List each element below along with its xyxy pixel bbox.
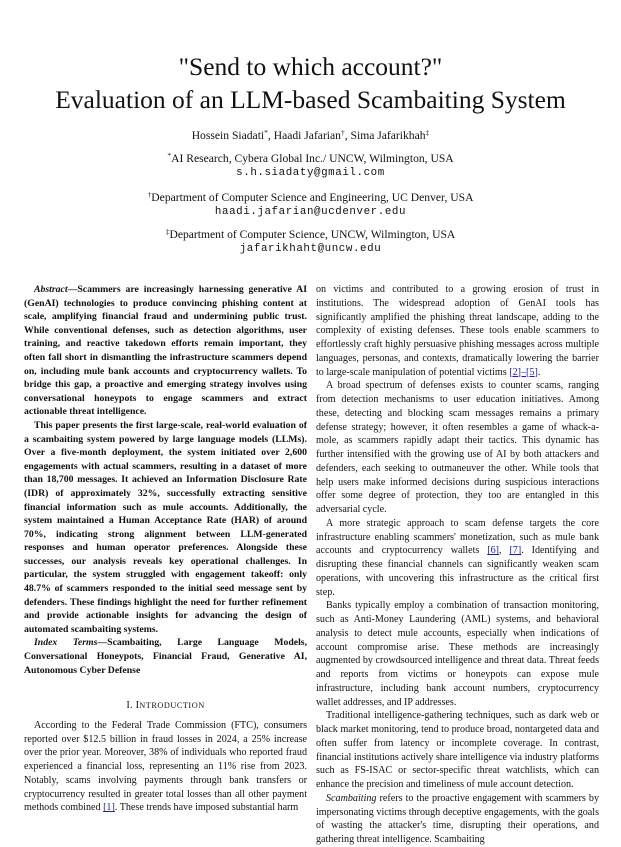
affiliation-mark: *	[167, 151, 172, 160]
body-paragraph	[316, 792, 599, 847]
left-column	[24, 283, 307, 815]
section-title-initial: I	[135, 700, 140, 712]
body-paragraph-continued	[316, 283, 599, 379]
abstract	[24, 283, 307, 677]
term-scambaiting: Scambaiting	[326, 792, 377, 804]
right-column	[316, 283, 599, 847]
body-text-continued: on victims and contributed to a growing erosion of trust in institutions. The widespread adoption of GenAI tools has significantly amplified the phishing threat landscape, adding to the complexity of existing defenses. These tools enable scammers to effortlessly craft highly persuasive phishing messages across multiple languages, personas, and contexts, dramatically lowering the barrier to large-scale manipulation of potential victims	[316, 284, 599, 378]
section-heading-introduction	[24, 699, 307, 713]
body-text: A broad spectrum of defenses exists to counter scams, ranging from detection mechanisms to user education initiatives. Among these, detecting and blocking scam messages remains a primary defense strategy; however, it often resembles a game of whack-a-mole, as scammers rapidly adapt their tactics. This dynamic has further intensified with the growing use of AI by both attackers and defenders, each seeking to outmaneuver the other. While tools that help users make informed decisions during suspicious interactions offer some degree of protection, they too are entangled in this adversarial cycle.	[316, 380, 599, 515]
abstract-label: Abstract	[34, 284, 68, 295]
abstract-paragraph: This paper presents the first large-scale, real-world evaluation of a scambaiting system powered by large language models (LLMs). Over a five-month deployment, the system initiated over 2,600 engagements with actual scammers, resulting in a dataset of more than 18,700 messages. It achieved an Information Disclosure Rate (IDR) of approximately 32%, successfully extracting sensitive financial information such as mule accounts. Additionally, the system maintained a Human Acceptance Rate (HAR) of around 70%, indicating strong alignment between LLM-generated responses and human operator preferences. Alongside these successes, our analysis reveals key operational challenges. In particular, the system struggled with engagement takeoff: only 48.7% of scammers responded to the initial seed message sent by defenders. These findings highlight the need for further refinement and provide actionable insights for advancing the design of automated scambaiting systems.	[24, 419, 307, 635]
author-name: Hossein Siadati	[191, 129, 265, 142]
title-line-1: "Send to which account?"	[178, 52, 443, 81]
paper-title	[0, 50, 621, 116]
author-mark: *	[264, 128, 268, 137]
body-paragraph	[316, 709, 599, 792]
index-terms-label: Index Terms	[34, 637, 98, 649]
author-email[interactable]: s.h.siadaty@gmail.com	[236, 167, 385, 179]
title-line-2: Evaluation of an LLM-based Scambaiting System	[55, 85, 566, 114]
body-text: . Identifying and disrupting these financial channels can significantly weaken scam operations, with uncovering this infrastructure as the critical first step.	[316, 545, 599, 598]
abstract-paragraph	[24, 283, 307, 419]
section-number: I.	[126, 700, 133, 712]
body-text: . These trends have imposed substantial harm	[114, 802, 299, 814]
citation-link[interactable]: [6]	[487, 545, 499, 557]
citation-link[interactable]: [7]	[509, 545, 522, 557]
body-text: According to the Federal Trade Commission (FTC), consumers reported over $12.5 billion in fraud losses in 2024, a 25% increase over the prior year. Moreover, 38% of individuals who reported fraud experienced a financial loss, representing an 11% rise from 2023. Notably, scams involving payments through bank transfers or cryptocurrency resulted in greater total losses than all other payment methods combined	[24, 719, 307, 814]
body-paragraph	[24, 719, 307, 815]
affiliation-mark: †	[147, 190, 152, 199]
affiliation-text: Department of Computer Science, UNCW, Wilmington, USA	[169, 228, 456, 241]
author-name: Sima Jafarikhah	[350, 129, 426, 142]
section-title-rest: NTRODUCTION	[139, 701, 205, 711]
affiliation-text: AI Research, Cybera Global Inc./ UNCW, Wilmington, USA	[171, 152, 454, 165]
author-email[interactable]: jafarikhaht@uncw.edu	[239, 243, 382, 255]
author-mark: ‡	[425, 128, 430, 137]
affiliation-text: Department of Computer Science and Engineering, UC Denver, USA	[151, 191, 474, 204]
author-name: Haadi Jafarian	[273, 129, 341, 142]
affiliation	[0, 152, 621, 166]
body-paragraph	[316, 517, 599, 600]
body-text: .	[537, 366, 541, 378]
affiliation-mark: ‡	[165, 227, 170, 236]
index-terms-text: —Scambaiting, Large Language Models, Conversational Honeypots, Financial Fraud, Generative AI, Autonomous Cyber Defense	[24, 637, 308, 676]
affiliation	[0, 191, 621, 205]
index-terms	[24, 636, 307, 677]
author-list: Hossein Siadati*, Haadi Jafarian†, Sima Jafarikhah‡	[191, 128, 430, 142]
citation-link[interactable]: [1]	[103, 802, 115, 814]
body-text: ,	[499, 545, 510, 557]
affiliation	[0, 228, 621, 242]
citation-link[interactable]: [2]–[5]	[509, 366, 538, 378]
author-mark: †	[340, 128, 345, 137]
body-text: Traditional intelligence-gathering techniques, such as dark web or black market monitoring, tend to produce broad, nontargeted data and often suffer from latency or incomplete coverage. In contrast, financial institutions actively share intelligence via industry platforms such as FS-ISAC or sector-specific threat watchlists, which can enhance the precision and timeliness of mule account detection.	[316, 710, 599, 790]
body-text: A more strategic approach to scam defense targets the core infrastructure enabling scammers' monetization, such as mule bank accounts and cryptocurrency wallets	[316, 517, 599, 557]
body-text: refers to the proactive engagement with scammers by impersonating victims through deceptive engagements, with the goals of wasting the attacker's time, disrupting their operations, and gathering threat intelligence. Scambaiting	[316, 792, 599, 845]
abstract-text: —Scammers are increasingly harnessing generative AI (GenAI) technologies to produce convincing phishing content at scale, amplifying financial fraud and undermining public trust. While conventional defenses, such as detection algorithms, user training, and reactive takedown efforts remain important, they often fall short in dismantling the infrastructure scammers depend on, including mule bank accounts and cryptocurrency wallets. To bridge this gap, a proactive and emerging strategy involves using conversational honeypots to engage scammers and extract actionable threat intelligence.	[24, 284, 307, 418]
body-text: Banks typically employ a combination of transaction monitoring, such as Anti-Money Laundering (AML) systems, and behavioral analysis to detect mule accounts, especially when indications of account compromise arise. These methods are increasingly augmented by crowdsourced intelligence and threat data. Threat feeds and reports from victims or honeypots can expose mule infrastructure, including bank account numbers, cryptocurrency wallet addresses, and IP addresses.	[316, 600, 599, 708]
body-paragraph	[316, 599, 599, 709]
body-paragraph	[316, 379, 599, 517]
author-email[interactable]: haadi.jafarian@ucdenver.edu	[214, 206, 407, 218]
